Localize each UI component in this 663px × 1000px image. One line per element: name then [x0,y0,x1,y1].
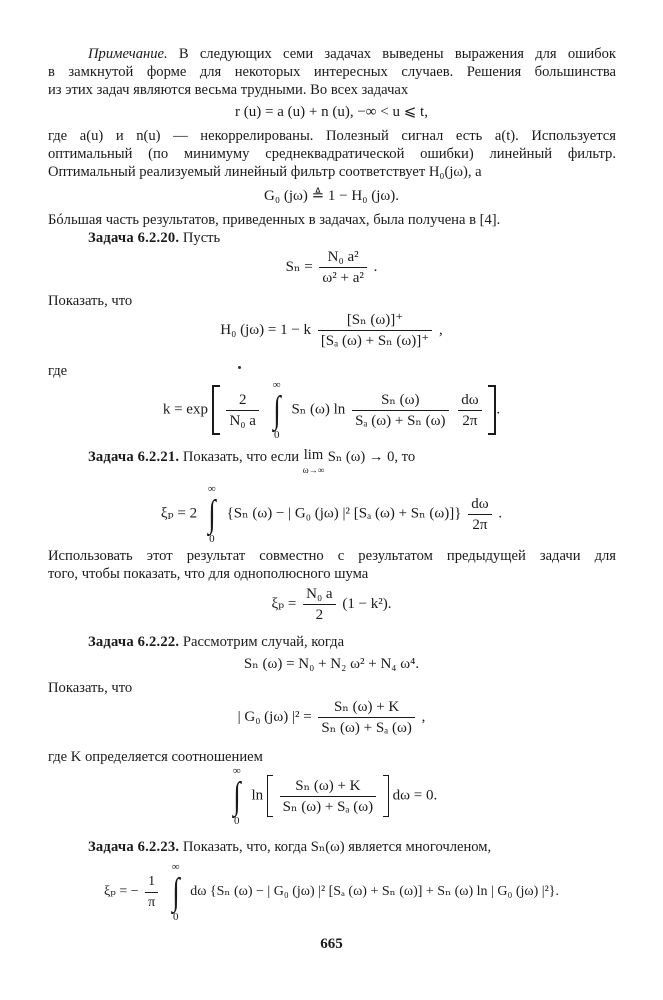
problem-heading: Задача 6.2.21. [88,449,180,465]
equation-g0-squared: | G₀ (jω) |² = $\frac{\text{Sₙ (ω) + K}}{\text{Sₙ (ω) + Sₐ (ω)}}$ , [237,699,426,736]
left-bracket [212,385,220,435]
fraction: $\frac{\text{Sₙ (ω)}}{\text{Sₐ (ω) + Sₙ (ω)}}$ [352,390,448,431]
problem-heading: Задача 6.2.22. [88,634,180,650]
print-speck [238,366,241,369]
fraction: $\frac{\text{N₀ a²}}{\text{ω² + a²}}$ [319,247,366,288]
note-label: Примечание. [88,46,168,62]
problem-6-2-23: Задача 6.2.23. Показать, что, когда Sₙ(ω) является многочленом, [88,839,492,855]
equation-sn-poly: Sₙ (ω) = N₀ + N₂ ω² + N₄ ω⁴. [243,656,420,672]
equation-k-condition: ∞ ∫ 0 ln $\frac{\text{Sₙ (ω) + K}}{\text{Sₙ (ω) + Sₐ (ω)}}$ dω = 0. [0,766,663,826]
text-use-2: того, чтобы показать, что для однополюсного шума [48,566,369,582]
integral-sign: ∞ ∫ 0 [272,379,281,441]
equation-h0: H₀ (jω) = 1 − k $\frac{\text{[Sₙ (ω)]⁺}}{\text{[Sₐ (ω) + Sₙ (ω)]⁺}}$ , [220,312,443,349]
problem-heading: Задача 6.2.23. [88,839,180,855]
equation-xi-p: ξₚ = 2 ∞ ∫ 0 {Sₙ (ω) − | G₀ (jω) |² [Sₐ (ω) + Sₙ (ω)]} $\frac{d\omega}{2\pi}$ . [160,483,503,545]
intro-line-3: из этих задач являются весьма трудными. Во всех задачах [48,82,409,98]
text-line-5: оптимальный (по минимуму среднеквадратической ошибки) линейный фильтр. [48,146,616,162]
fraction: $\frac{\text{[Sₙ (ω)]⁺}}{\text{[Sₐ (ω) + Sₙ (ω)]⁺}}$ [318,310,432,351]
integral-sign: ∞ ∫ 0 [232,765,241,827]
where-line-2: где K определяется соотношением [48,749,263,765]
page-number: 665 [320,936,343,952]
where-line-1: где [48,363,68,379]
problem-6-2-21: Задача 6.2.21. Показать, что если lim ω→∞ Sₙ (ω) → 0, то [88,447,416,475]
equation-r: r (u) = a (u) + n (u), −∞ < u ⩽ t, [235,104,428,120]
equation-g0: G₀ (jω) ≜ 1 − H₀ (jω). [264,188,399,204]
intro-line-1: Примечание. В следующих семи задачах выведены выражения для ошибок [88,46,616,62]
text-use-1: Использовать этот результат совместно с результатом предыдущей задачи для [48,548,616,564]
fraction: $\frac{1}{\pi}$ [145,872,158,913]
fraction: $\frac{d\omega}{2\pi}$ [458,390,481,431]
text-line-6: Оптимальный реализуемый линейный фильтр соответствует H₀(jω), а [48,164,482,180]
problem-6-2-22: Задача 6.2.22. Рассмотрим случай, когда [88,634,345,650]
integral-sign: ∞ ∫ 0 [171,861,180,923]
integral-sign: ∞ ∫ 0 [207,483,216,545]
show-line-1: Показать, что [48,293,133,309]
fraction: $\frac{\text{Sₙ (ω) + K}}{\text{Sₙ (ω) + Sₐ (ω)}}$ [280,776,376,817]
equation-k: k = exp $\frac{2}{\text{N₀ a}}$ ∞ ∫ 0 Sₙ (ω) ln $\frac{\text{Sₙ (ω)}}{\text{Sₐ (ω) + Sₙ (ω)}}$ $\frac{d\omega}{2\pi}$ . [162,379,501,441]
fraction: $\frac{2}{\text{N₀ a}}$ [226,390,258,431]
fraction: $\frac{\text{N₀ a}}{2}$ [303,584,335,625]
left-bracket [267,775,273,817]
show-line-2: Показать, что [48,680,133,696]
fraction: $\frac{\text{Sₙ (ω) + K}}{\text{Sₙ (ω) + Sₐ (ω)}}$ [318,697,414,738]
right-bracket [488,385,496,435]
problem-heading: Задача 6.2.20. [88,230,180,246]
intro-line-2: в замкнутой форме для некоторых интересных случаев. Решения большинства [48,64,616,80]
problem-6-2-20: Задача 6.2.20. Пусть [88,230,221,246]
right-bracket [383,775,389,817]
equation-xi-p-poly: ξₚ = − $\frac{1}{\pi}$ ∞ ∫ 0 dω {Sₙ (ω) − | G₀ (jω) |² [Sₐ (ω) + Sₙ (ω)] + Sₙ (ω) ln | G₀ (jω) |²}. [103,861,560,923]
equation-sn: Sₙ = $\frac{\text{N₀ a²}}{\text{ω² + a²}}$ . [285,249,378,286]
equation-xi-p-single-pole: ξₚ = $\frac{\text{N₀ a}}{2}$ (1 − k²). [271,586,392,623]
fraction: $\frac{d\omega}{2\pi}$ [468,494,491,535]
text-line-7: Бóльшая часть результатов, приведенных в задачах, была получена в [4]. [48,212,501,228]
text-line-4: где a(u) и n(u) — некоррелированы. Полезный сигнал есть a(t). Используется [48,128,616,144]
